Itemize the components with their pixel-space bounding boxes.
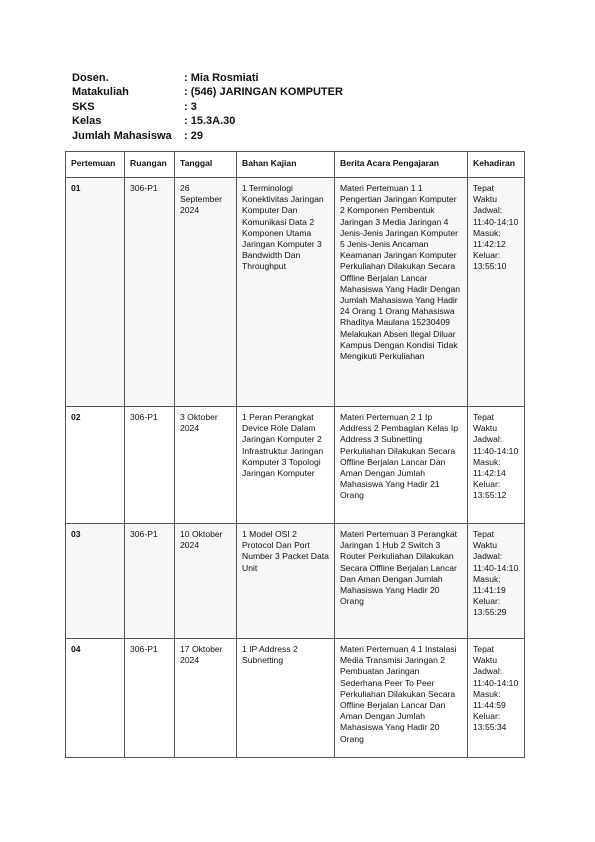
cell-tanggal: 26 September 2024	[175, 178, 237, 407]
course-info	[72, 71, 343, 143]
cell-pertemuan: 04	[66, 639, 125, 758]
cell-pertemuan: 03	[66, 524, 125, 639]
cell-kehadiran: Tepat Waktu Jadwal: 11:40-14:10 Masuk: 11:44:59 Keluar: 13:55:34	[468, 639, 525, 758]
info-row-sks	[72, 100, 343, 114]
cell-berita-acara: Materi Pertemuan 3 Perangkat Jaringan 1 Hub 2 Switch 3 Router Perkuliahan Dilakukan Secara Offline Berjalan Lancar Dan Aman Dengan Jumlah Mahasiswa Yang Hadir 20 Orang	[335, 524, 468, 639]
info-value: : 15.3A.30	[184, 115, 236, 128]
info-value: : Mia Rosmiati	[184, 72, 259, 84]
cell-kehadiran: Tepat Waktu Jadwal: 11:40-14:10 Masuk: 11:41:19 Keluar: 13:55:29	[468, 524, 525, 639]
info-row-jumlah-mahasiswa	[72, 129, 343, 143]
cell-pertemuan: 01	[66, 178, 125, 407]
cell-tanggal: 17 Oktober 2024	[175, 639, 237, 758]
info-label: Kelas	[72, 115, 102, 128]
table-row	[66, 407, 525, 524]
info-value: : (546) JARINGAN KOMPUTER	[184, 86, 343, 99]
column-header-kehadiran: Kehadiran	[468, 152, 525, 178]
info-value: : 29	[184, 129, 203, 142]
attendance-table	[65, 151, 525, 758]
cell-ruangan: 306-P1	[125, 639, 175, 758]
table-header-row	[66, 152, 525, 178]
info-label: Dosen.	[72, 72, 109, 84]
cell-bahan-kajian: 1 IP Address 2 Subnetting	[237, 639, 335, 758]
cell-berita-acara: Materi Pertemuan 2 1 Ip Address 2 Pembagian Kelas Ip Address 3 Subnetting Perkuliahan Dilakukan Secara Offline Berjalan Lancar Dan Aman Dengan Jumlah Mahasiswa Yang Hadir 21 Orang	[335, 407, 468, 524]
table-row	[66, 524, 525, 639]
info-label: Jumlah Mahasiswa	[72, 129, 172, 142]
cell-ruangan: 306-P1	[125, 524, 175, 639]
cell-pertemuan: 02	[66, 407, 125, 524]
cell-tanggal: 3 Oktober 2024	[175, 407, 237, 524]
table-row	[66, 639, 525, 758]
cell-bahan-kajian: 1 Peran Perangkat Device Role Dalam Jaringan Komputer 2 Infrastruktur Jaringan Komputer 3 Topologi Jaringan Komputer	[237, 407, 335, 524]
column-header-berita-acara: Berita Acara Pengajaran	[335, 152, 468, 178]
info-label: SKS	[72, 100, 95, 113]
cell-kehadiran: Tepat Waktu Jadwal: 11:40-14:10 Masuk: 11:42:14 Keluar: 13:55:12	[468, 407, 525, 524]
cell-berita-acara: Materi Pertemuan 1 1 Pengertian Jaringan Komputer 2 Komponen Pembentuk Jaringan 3 Media Jaringan 4 Jenis-Jenis Jaringan Komputer 5 Jenis-Jenis Ancaman Keamanan Jaringan Komputer Perkuliahan Dilakukan Secara Offline Berjalan Lancar Mahasiswa Yang Hadir Dengan Jumlah Mahasiswa Yang Hadir 24 Orang 1 Orang Mahasiswa Rhaditya Maulana 15230409 Melakukan Absen Ilegal Diluar Kampus Dengan Kondisi Tidak Mengikuti Perkuliahan	[335, 178, 468, 407]
table-row	[66, 178, 525, 407]
cell-ruangan: 306-P1	[125, 407, 175, 524]
cell-berita-acara: Materi Pertemuan 4 1 Instalasi Media Transmisi Jaringan 2 Pembuatan Jaringan Sederhana Peer To Peer Perkuliahan Dilakukan Secara Offline Berjalan Lancar Dan Aman Dengan Jumlah Mahasiswa Yang Hadir 20 Orang	[335, 639, 468, 758]
cell-ruangan: 306-P1	[125, 178, 175, 407]
column-header-bahan-kajian: Bahan Kajian	[237, 152, 335, 178]
column-header-ruangan: Ruangan	[125, 152, 175, 178]
info-row-matakuliah	[72, 85, 343, 99]
info-row-dosen	[72, 71, 343, 85]
column-header-pertemuan: Pertemuan	[66, 152, 125, 178]
cell-bahan-kajian: 1 Terminologi Konektivitas Jaringan Komputer Dan Komunikasi Data 2 Komponen Utama Jaringan Komputer 3 Bandwidth Dan Throughput	[237, 178, 335, 407]
cell-kehadiran: Tepat Waktu Jadwal: 11:40-14:10 Masuk: 11:42:12 Keluar: 13:55:10	[468, 178, 525, 407]
info-value: : 3	[184, 100, 197, 113]
info-label: Matakuliah	[72, 86, 129, 99]
cell-tanggal: 10 Oktober 2024	[175, 524, 237, 639]
info-row-kelas	[72, 114, 343, 128]
column-header-tanggal: Tanggal	[175, 152, 237, 178]
cell-bahan-kajian: 1 Model OSI 2 Protocol Dan Port Number 3 Packet Data Unit	[237, 524, 335, 639]
